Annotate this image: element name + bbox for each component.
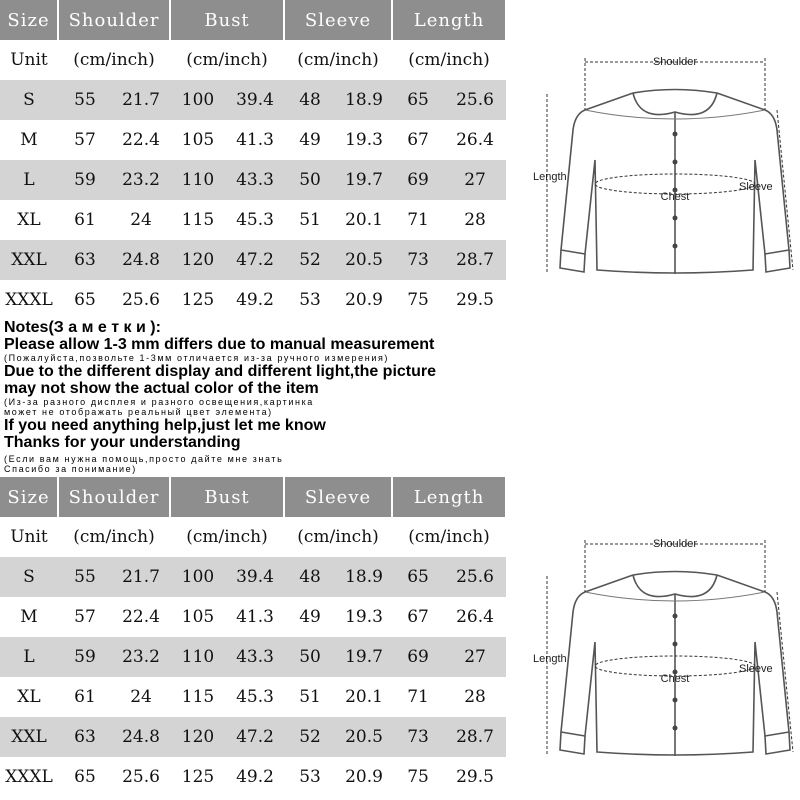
notes-line: may not show the actual color of the item <box>4 380 319 397</box>
table-row <box>0 637 506 677</box>
value-cell: 19.3 <box>336 597 392 637</box>
value-cell: 71 <box>392 677 444 717</box>
shirt-measurement-diagram <box>525 50 795 290</box>
value-cell: 41.3 <box>226 120 284 160</box>
value-cell: 18.9 <box>336 557 392 597</box>
value-cell: 75 <box>392 280 444 320</box>
size-cell: L <box>0 160 58 200</box>
value-cell: 63 <box>58 717 112 757</box>
value-cell: 43.3 <box>226 160 284 200</box>
size-table <box>0 0 507 320</box>
value-cell: 24 <box>112 677 170 717</box>
value-cell: 18.9 <box>336 80 392 120</box>
value-cell: 45.3 <box>226 200 284 240</box>
value-cell: 65 <box>58 757 112 797</box>
table-row <box>0 280 506 320</box>
unit-row <box>0 40 506 80</box>
value-cell: 73 <box>392 717 444 757</box>
value-cell: 19.3 <box>336 120 392 160</box>
table-row <box>0 120 506 160</box>
value-cell: 39.4 <box>226 557 284 597</box>
notes-line-ru: (Если вам нужна помощь,просто дайте мне знать <box>4 454 284 464</box>
value-cell: 49.2 <box>226 757 284 797</box>
value-cell: 20.5 <box>336 717 392 757</box>
size-cell: XL <box>0 677 58 717</box>
sleeve-label: Sleeve <box>739 181 773 193</box>
value-cell: 47.2 <box>226 240 284 280</box>
value-cell: 26.4 <box>444 597 506 637</box>
value-cell: 49 <box>284 120 336 160</box>
notes-line-ru: (Из-за разного дисплея и разного освещения,картинка <box>4 397 314 407</box>
value-cell: 120 <box>170 717 226 757</box>
value-cell: 59 <box>58 637 112 677</box>
table-row <box>0 757 506 797</box>
value-cell: 29.5 <box>444 757 506 797</box>
value-cell: 19.7 <box>336 160 392 200</box>
value-cell: 52 <box>284 240 336 280</box>
value-cell: 39.4 <box>226 80 284 120</box>
value-cell: 23.2 <box>112 160 170 200</box>
table-row <box>0 240 506 280</box>
value-cell: 115 <box>170 200 226 240</box>
value-cell: 100 <box>170 80 226 120</box>
size-cell: XXXL <box>0 280 58 320</box>
unit-value: (cm/inch) <box>392 40 506 80</box>
notes-line-ru: может не отображать реальный цвет элемента) <box>4 407 273 417</box>
size-chart-bottom <box>0 477 800 800</box>
value-cell: 48 <box>284 557 336 597</box>
value-cell: 65 <box>392 80 444 120</box>
value-cell: 25.6 <box>112 280 170 320</box>
value-cell: 24.8 <box>112 240 170 280</box>
unit-row <box>0 517 506 557</box>
value-cell: 115 <box>170 677 226 717</box>
notes-line-ru: Спасибо за понимание) <box>4 464 137 474</box>
header-size: Size <box>0 0 58 40</box>
value-cell: 125 <box>170 280 226 320</box>
size-cell: M <box>0 597 58 637</box>
value-cell: 75 <box>392 757 444 797</box>
value-cell: 65 <box>392 557 444 597</box>
value-cell: 52 <box>284 717 336 757</box>
shirt-measurement-diagram <box>525 527 795 777</box>
value-cell: 120 <box>170 240 226 280</box>
notes-line: If you need anything help,just let me know <box>4 417 326 434</box>
value-cell: 22.4 <box>112 120 170 160</box>
value-cell: 67 <box>392 120 444 160</box>
length-label: Length <box>533 653 567 665</box>
value-cell: 28.7 <box>444 240 506 280</box>
notes-line: Please allow 1-3 mm differs due to manual measurement <box>4 336 435 353</box>
size-cell: XXXL <box>0 757 58 797</box>
unit-value: (cm/inch) <box>392 517 506 557</box>
header-sleeve: Sleeve <box>284 0 392 40</box>
size-cell: S <box>0 80 58 120</box>
value-cell: 29.5 <box>444 280 506 320</box>
value-cell: 21.7 <box>112 557 170 597</box>
value-cell: 28 <box>444 677 506 717</box>
value-cell: 20.1 <box>336 677 392 717</box>
unit-value: (cm/inch) <box>58 517 170 557</box>
unit-value: (cm/inch) <box>170 40 284 80</box>
header-shoulder: Shoulder <box>58 477 170 517</box>
value-cell: 51 <box>284 677 336 717</box>
table-row <box>0 717 506 757</box>
value-cell: 28 <box>444 200 506 240</box>
value-cell: 67 <box>392 597 444 637</box>
header-sleeve: Sleeve <box>284 477 392 517</box>
table-row <box>0 160 506 200</box>
value-cell: 100 <box>170 557 226 597</box>
shoulder-label: Shoulder <box>652 56 698 68</box>
value-cell: 50 <box>284 637 336 677</box>
size-cell: XXL <box>0 717 58 757</box>
table-row <box>0 557 506 597</box>
value-cell: 69 <box>392 637 444 677</box>
unit-value: (cm/inch) <box>170 517 284 557</box>
sleeve-label: Sleeve <box>739 663 773 675</box>
value-cell: 24 <box>112 200 170 240</box>
value-cell: 105 <box>170 120 226 160</box>
value-cell: 105 <box>170 597 226 637</box>
value-cell: 55 <box>58 80 112 120</box>
size-cell: S <box>0 557 58 597</box>
unit-value: (cm/inch) <box>58 40 170 80</box>
value-cell: 48 <box>284 80 336 120</box>
value-cell: 20.9 <box>336 757 392 797</box>
table-header <box>0 477 506 517</box>
value-cell: 49.2 <box>226 280 284 320</box>
value-cell: 27 <box>444 160 506 200</box>
value-cell: 20.5 <box>336 240 392 280</box>
value-cell: 73 <box>392 240 444 280</box>
value-cell: 53 <box>284 280 336 320</box>
value-cell: 55 <box>58 557 112 597</box>
size-cell: XL <box>0 200 58 240</box>
value-cell: 45.3 <box>226 677 284 717</box>
header-bust: Bust <box>170 0 284 40</box>
value-cell: 43.3 <box>226 637 284 677</box>
value-cell: 25.6 <box>112 757 170 797</box>
value-cell: 125 <box>170 757 226 797</box>
size-cell: L <box>0 637 58 677</box>
value-cell: 23.2 <box>112 637 170 677</box>
value-cell: 41.3 <box>226 597 284 637</box>
unit-label: Unit <box>0 40 58 80</box>
value-cell: 20.1 <box>336 200 392 240</box>
header-length: Length <box>392 477 506 517</box>
size-table <box>0 477 507 797</box>
value-cell: 57 <box>58 120 112 160</box>
value-cell: 28.7 <box>444 717 506 757</box>
value-cell: 49 <box>284 597 336 637</box>
unit-value: (cm/inch) <box>284 40 392 80</box>
notes-line-ru: (Пожалуйста,позвольте 1-3мм отличается из-за ручного измерения) <box>4 353 390 363</box>
value-cell: 65 <box>58 280 112 320</box>
shoulder-label: Shoulder <box>652 538 698 550</box>
value-cell: 69 <box>392 160 444 200</box>
size-cell: M <box>0 120 58 160</box>
value-cell: 26.4 <box>444 120 506 160</box>
value-cell: 47.2 <box>226 717 284 757</box>
unit-label: Unit <box>0 517 58 557</box>
unit-value: (cm/inch) <box>284 517 392 557</box>
value-cell: 110 <box>170 160 226 200</box>
value-cell: 25.6 <box>444 80 506 120</box>
value-cell: 57 <box>58 597 112 637</box>
table-row <box>0 597 506 637</box>
value-cell: 21.7 <box>112 80 170 120</box>
header-shoulder: Shoulder <box>58 0 170 40</box>
size-cell: XXL <box>0 240 58 280</box>
value-cell: 63 <box>58 240 112 280</box>
value-cell: 59 <box>58 160 112 200</box>
table-row <box>0 200 506 240</box>
value-cell: 50 <box>284 160 336 200</box>
value-cell: 27 <box>444 637 506 677</box>
chest-label: Chest <box>660 673 690 685</box>
notes-line: Due to the different display and different light,the picture <box>4 363 437 380</box>
header-length: Length <box>392 0 506 40</box>
table-header <box>0 0 506 40</box>
value-cell: 51 <box>284 200 336 240</box>
value-cell: 71 <box>392 200 444 240</box>
value-cell: 61 <box>58 677 112 717</box>
value-cell: 20.9 <box>336 280 392 320</box>
table-row <box>0 80 506 120</box>
value-cell: 53 <box>284 757 336 797</box>
value-cell: 22.4 <box>112 597 170 637</box>
value-cell: 19.7 <box>336 637 392 677</box>
chest-label: Chest <box>660 191 690 203</box>
notes-section <box>4 319 800 474</box>
table-row <box>0 677 506 717</box>
notes-title: Notes(З а м е т к и ): <box>4 319 161 336</box>
size-chart-top <box>0 0 800 320</box>
value-cell: 25.6 <box>444 557 506 597</box>
notes-line: Thanks for your understanding <box>4 434 241 451</box>
header-size: Size <box>0 477 58 517</box>
value-cell: 110 <box>170 637 226 677</box>
length-label: Length <box>533 171 567 183</box>
header-bust: Bust <box>170 477 284 517</box>
value-cell: 24.8 <box>112 717 170 757</box>
value-cell: 61 <box>58 200 112 240</box>
